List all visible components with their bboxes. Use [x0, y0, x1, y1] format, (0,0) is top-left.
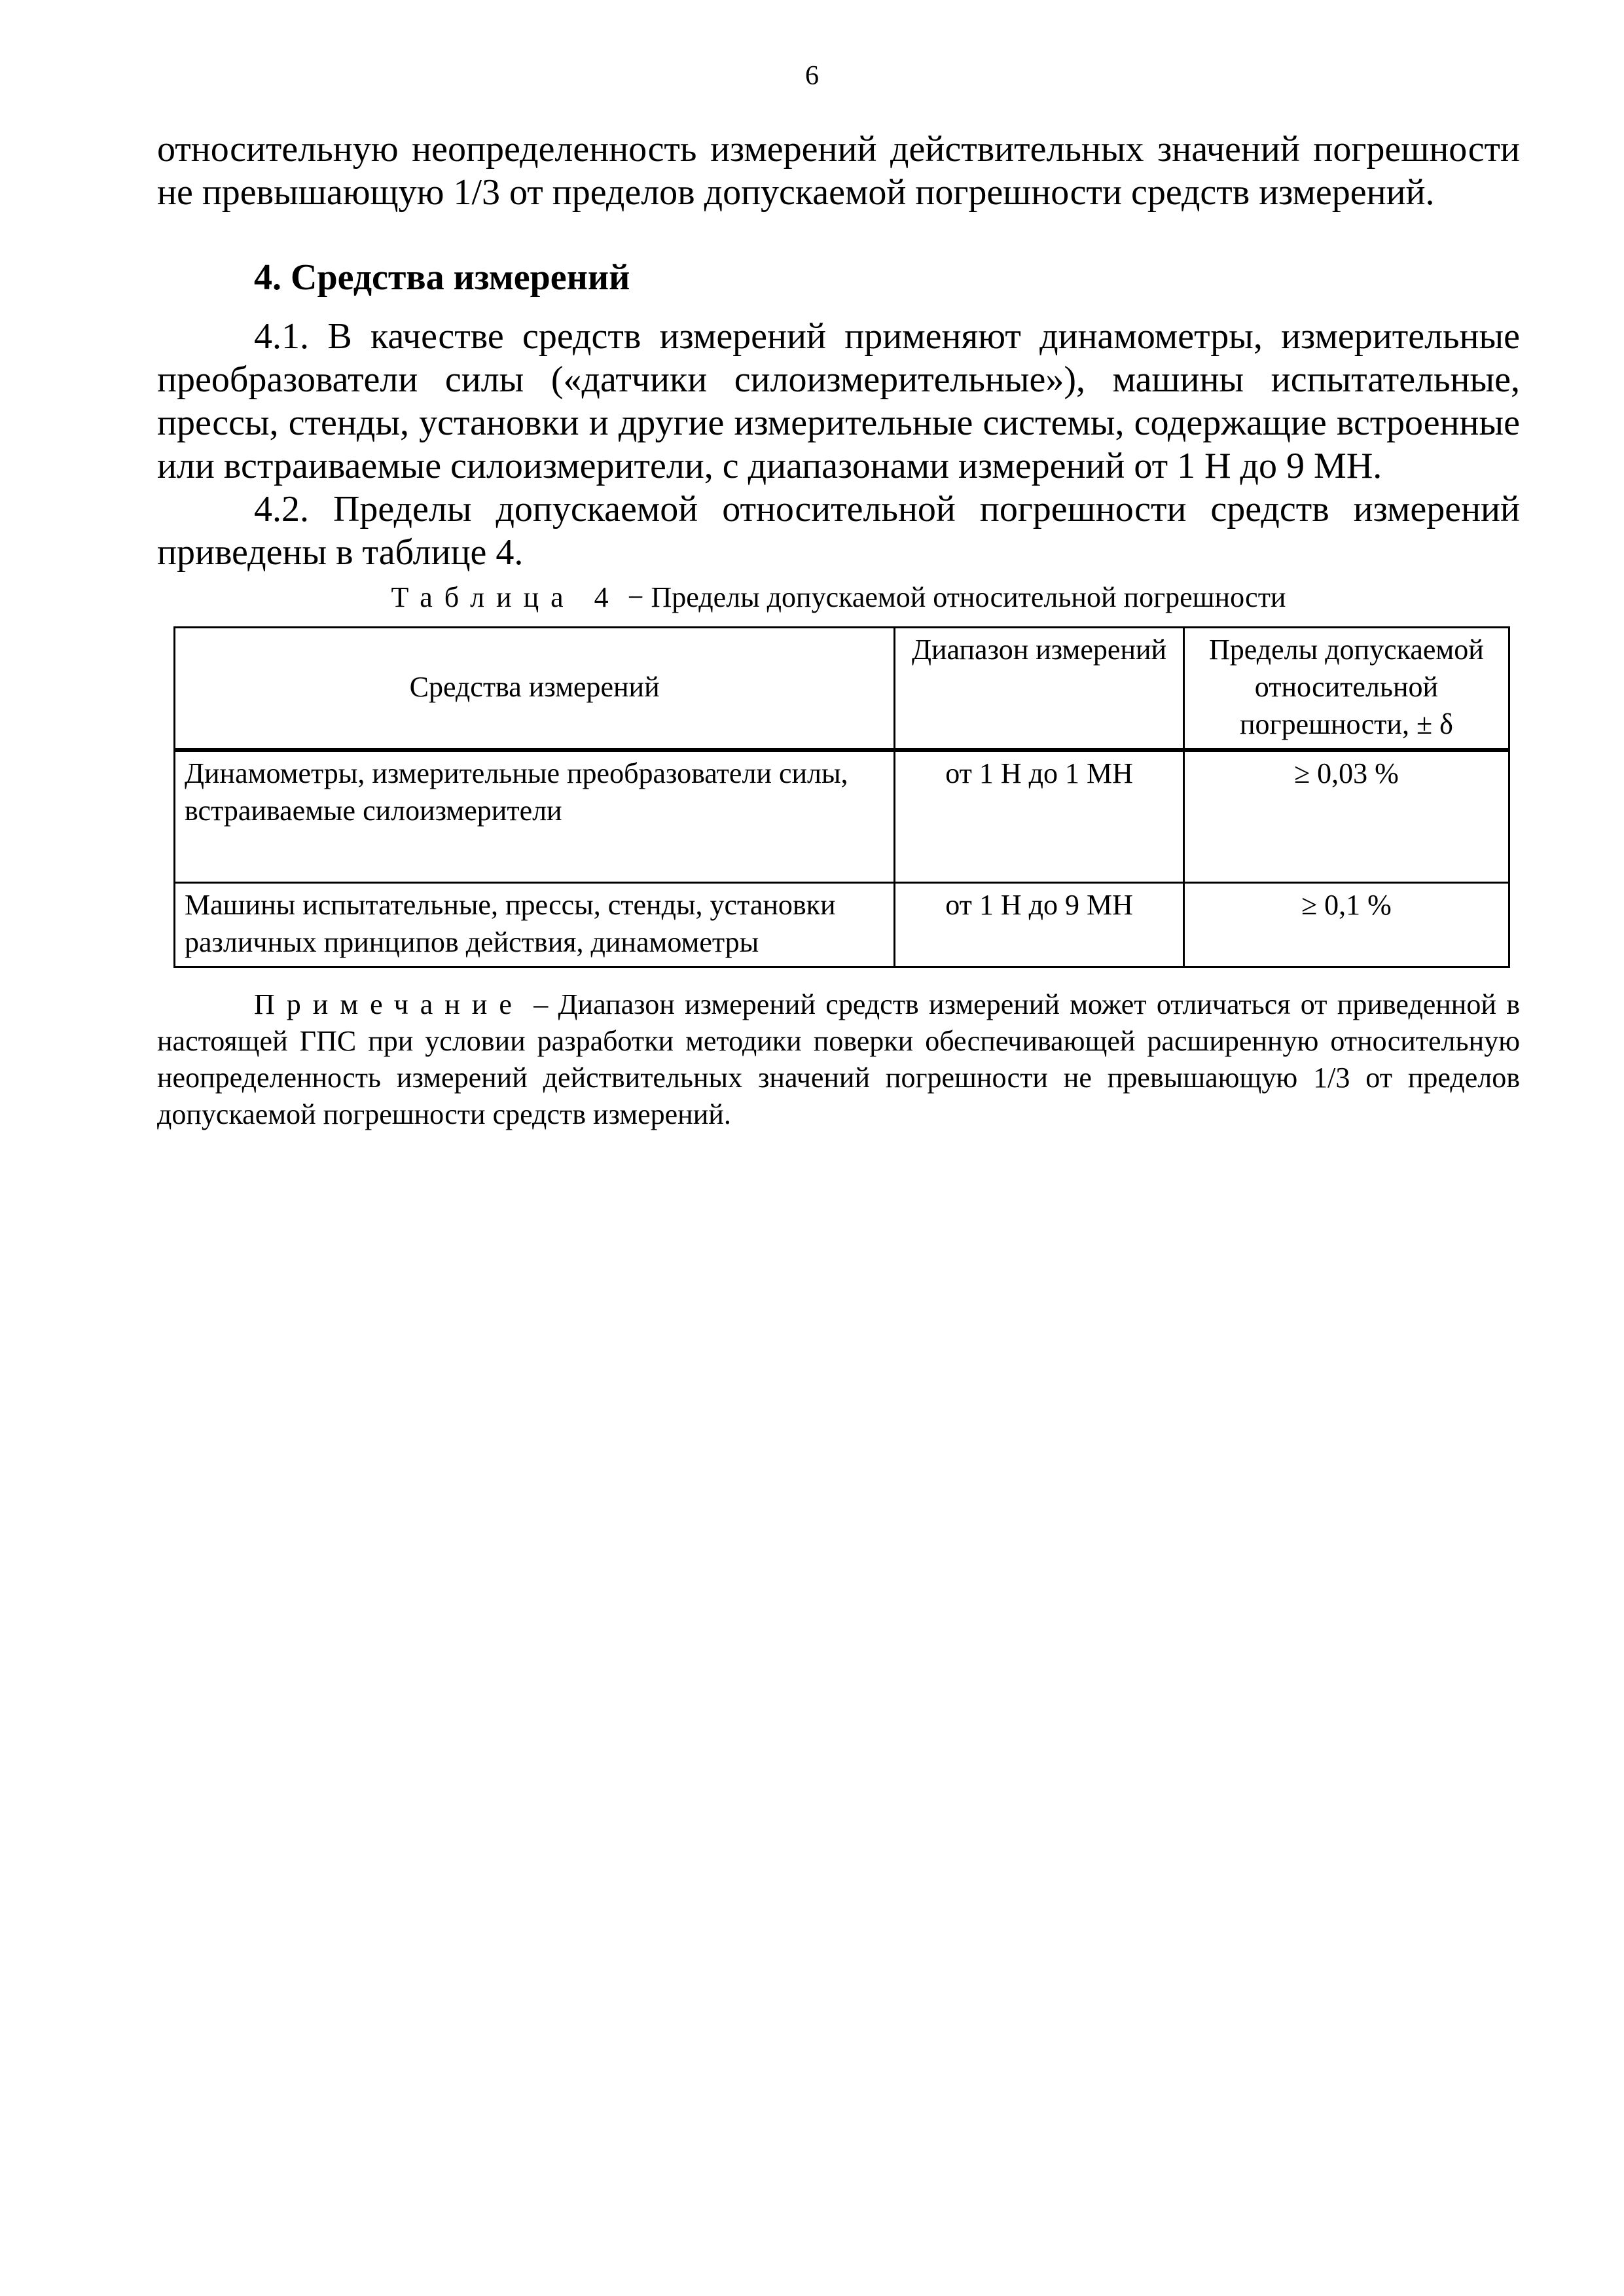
table-note [157, 986, 1520, 1133]
table-row [175, 883, 1509, 967]
table-caption-text: − Пределы допускаемой относительной погрешности [620, 581, 1286, 613]
cell-instruments: Динамометры, измерительные преобразователи силы, встраиваемые силоизмерители [175, 750, 895, 883]
section-heading: 4. Средства измерений [254, 257, 630, 298]
paragraph-4-2: 4.2. Пределы допускаемой относительной погрешности средств измерений приведены в таблице 4. [157, 489, 1520, 573]
page-number: 6 [805, 61, 819, 91]
header-instruments: Средства измерений [175, 628, 895, 751]
table-header-row [175, 628, 1509, 751]
limits-table [173, 626, 1510, 968]
cell-limit: ≥ 0,1 % [1183, 883, 1509, 967]
paragraph-4-1: 4.1. В качестве средств измерений применяют динамометры, измерительные преобразователи силы («датчики силоизмерительные»), машины испытательные, прессы, стенды, установки и другие измерительные системы, содержащие встроенные или встраиваемые силоизмерители, с диапазонами измерений от 1 Н до 9 МН. [157, 316, 1520, 486]
cell-limit: ≥ 0,03 % [1183, 750, 1509, 883]
note-label: Примечание [254, 988, 524, 1020]
document-body [157, 128, 1520, 1133]
table-caption-label: Таблица 4 [391, 581, 621, 613]
header-range: Диапазон измерений [895, 628, 1184, 751]
note-text: – Диапазон измерений средств измерений может отличаться от приведенной в настоящей ГПС при условии разработки методики поверки обеспечивающей расширенную относительную неопределенность измерений действительных значений погрешности не превышающую 1/3 от пределов допускаемой погрешности средств измерений. [157, 988, 1520, 1130]
intro-paragraph: относительную неопределенность измерений действительных значений погрешности не превышающую 1/3 от пределов допускаемой погрешности средств измерений. [157, 129, 1520, 213]
cell-range: от 1 Н до 1 МН [895, 750, 1184, 883]
cell-range: от 1 Н до 9 МН [895, 883, 1184, 967]
header-limit: Пределы допускаемой относительной погрешности, ± δ [1183, 628, 1509, 751]
cell-instruments: Машины испытательные, прессы, стенды, установки различных принципов действия, динамометры [175, 883, 895, 967]
table-row [175, 750, 1509, 883]
table-caption [157, 581, 1520, 615]
